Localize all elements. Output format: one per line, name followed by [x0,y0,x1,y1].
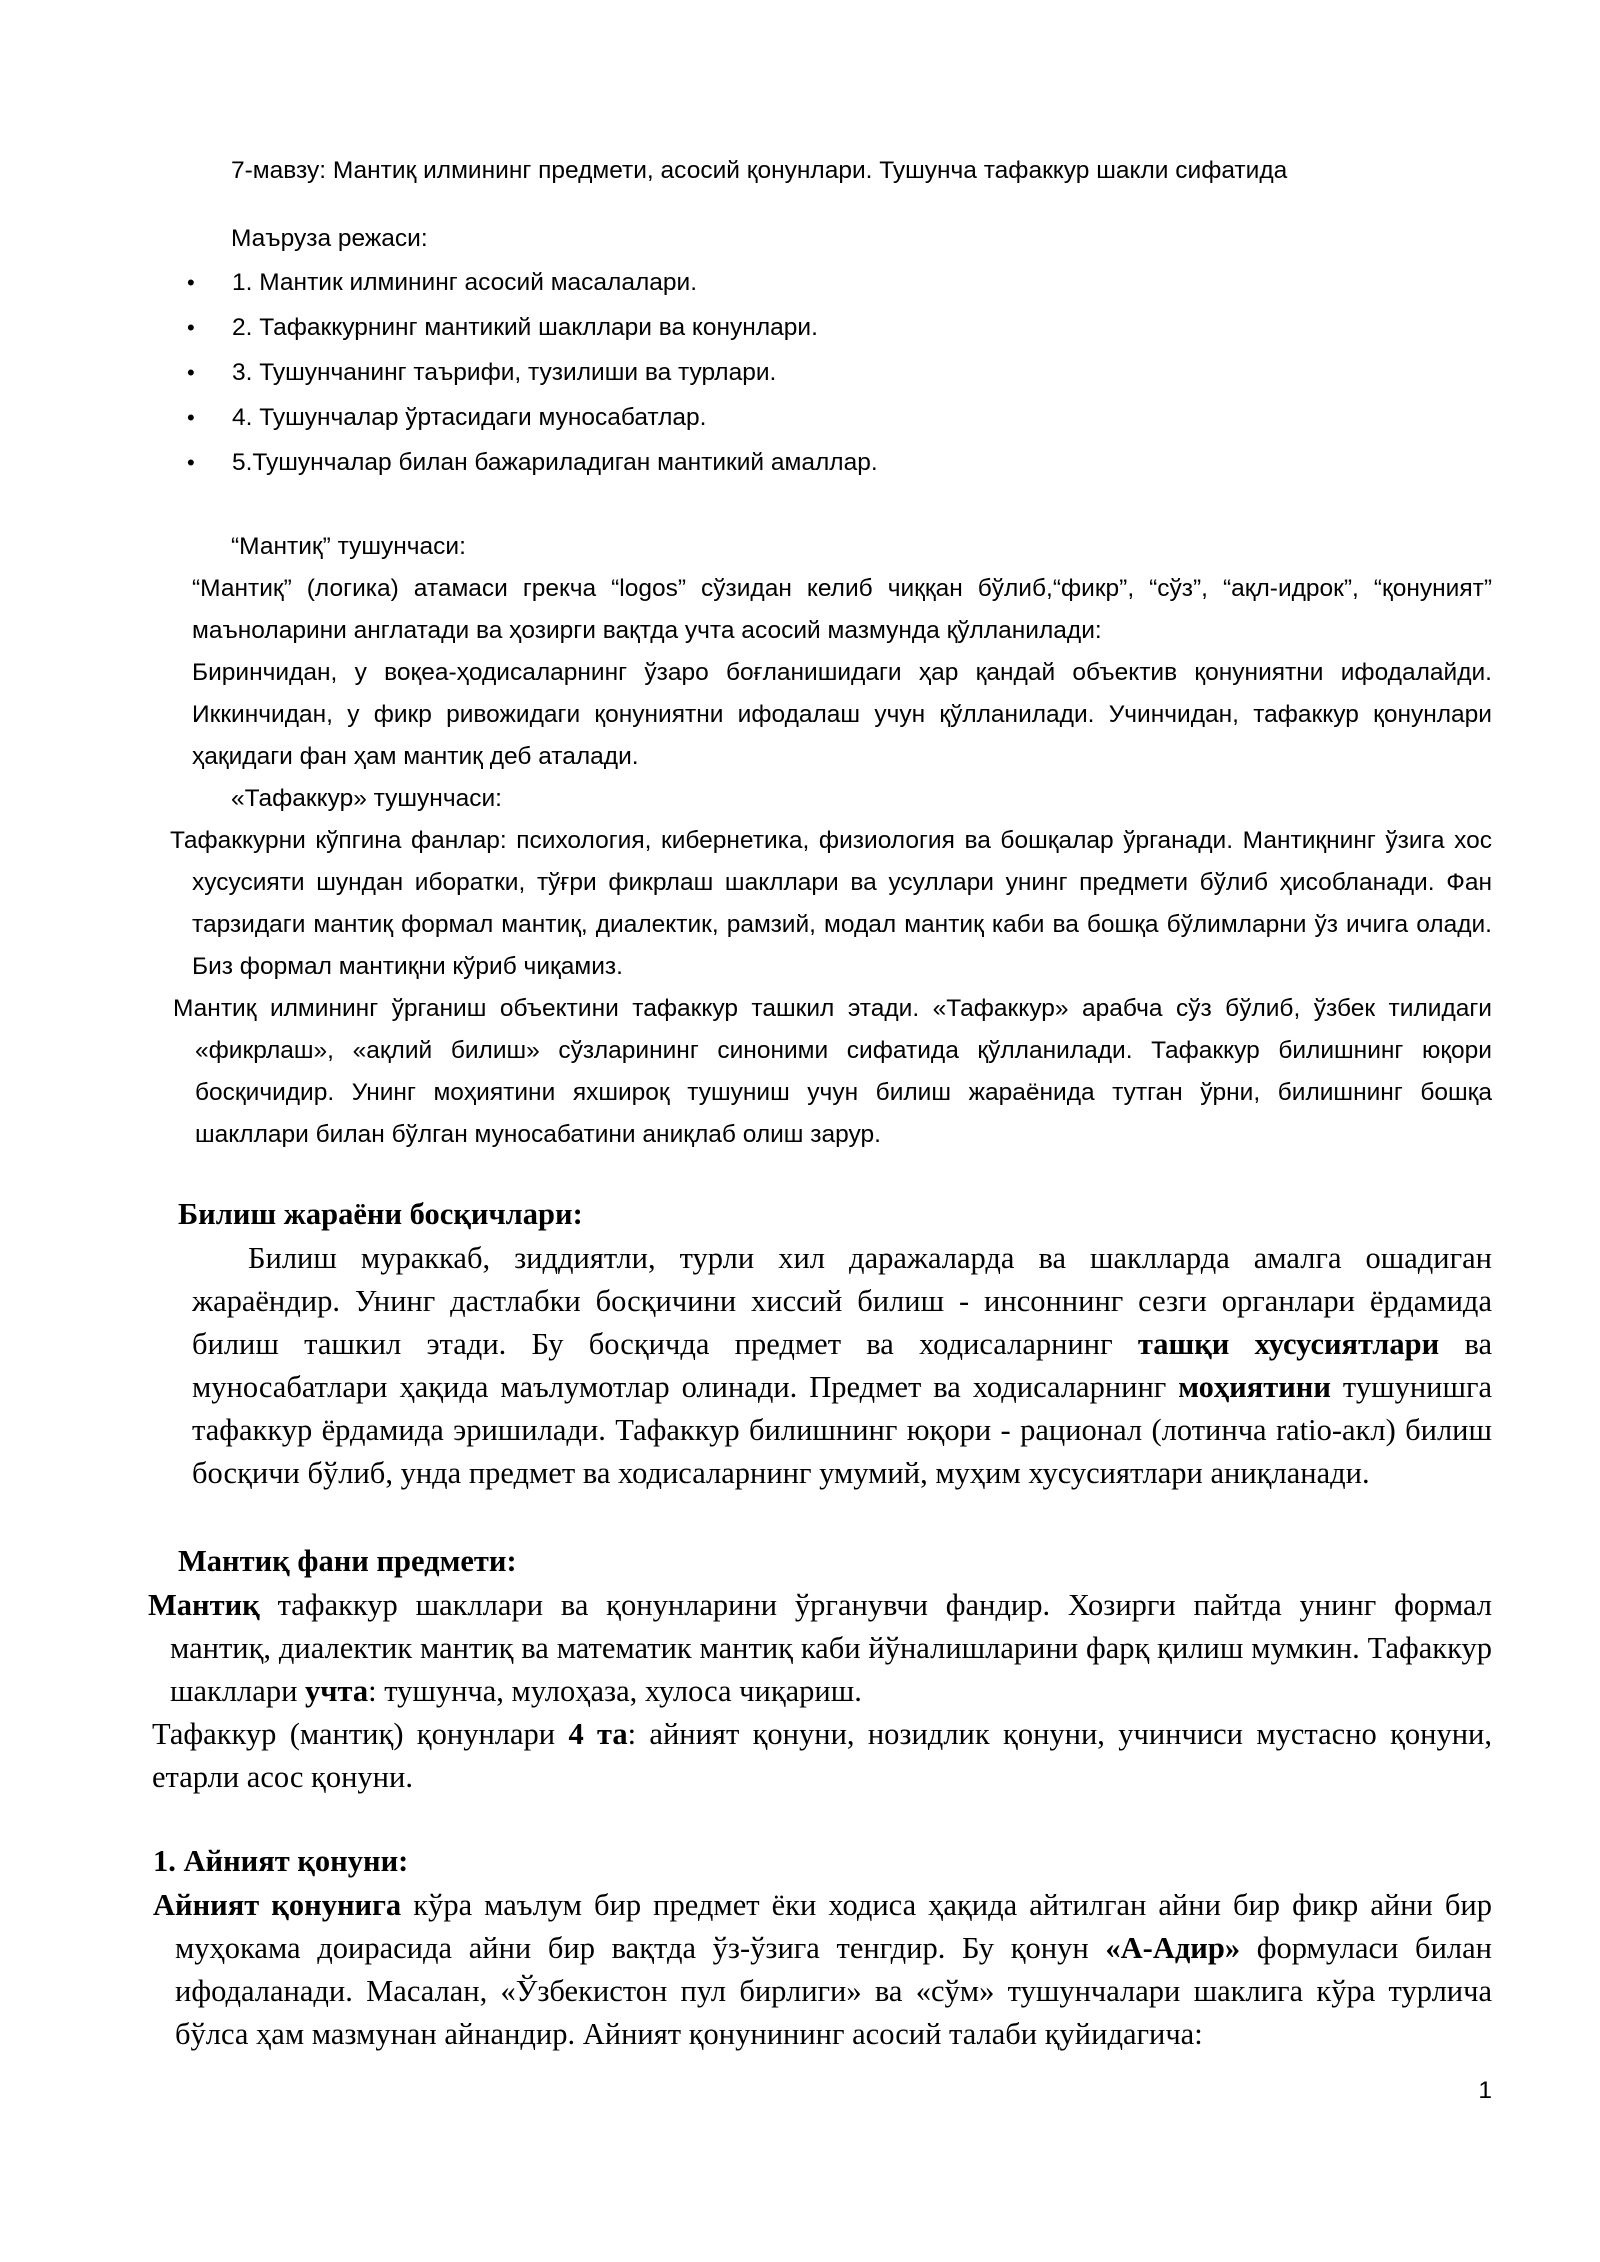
identity-law-heading [153,1840,408,1883]
mantiq-concept-paragraph: “Мантиқ” (логика) атамаси грекча “logos” сўзидан келиб чиққан бўлиб,“фикр”, “сўз”, “ақл-идрок”, “қонуният” маъноларини англатади ва ҳозирги вақтда учта асосий мазмунда қўлланилади: [192,575,1492,644]
bullet-icon: • [187,270,195,295]
lecture-title: 7-мавзу: Мантиқ илмининг предмети, асосий қонунлари. Тушунча тафаккур шакли сифатида [231,157,1288,184]
bold-term: ташқи хусусиятлари [1137,1327,1440,1361]
text-run: ва муносабатлари ҳақида маълумотлар олинади. Предмет ва ходисаларнинг [192,1327,1492,1404]
plan-item [187,307,878,352]
tafakkur-concept-paragraph: Тафаккурни кўпгина фанлар: психология, кибернетика, физиология ва бошқалар ўрганади. Мантиқнинг ўзига хос хусусияти шундан иборатки, тўғри фикрлаш шакллари ва усуллари унинг предмети бўлиб ҳисобланади. Фан тарзидаги мантиқ формал мантиқ, диалектик, рамзий, модал мантиқ каби ва бошқа бўлимларни ўз ичига олади. Биз формал мантиқни кўриб чиқамиз. [170,827,1492,980]
laws-paragraph [152,1713,1492,1799]
cognition-heading [178,1193,583,1236]
bold-term: учта [305,1674,369,1708]
tafakkur-concept-heading: «Тафаккур» тушунчаси: [231,785,502,812]
plan-item [187,442,878,487]
plan-item [187,352,878,397]
text-run: тушунишга тафаккур ёрдамида эришилади. Тафаккур билишнинг юқори - рационал (лотинча ratio-акл) билиш босқичи бўлиб, унда предмет ва ходисаларнинг умумий, муҳим хусусиятлари аниқланади. [192,1370,1492,1490]
text-run: Тафаккур (мантиқ) қонунлари [152,1717,569,1751]
bold-term: Айният қонунига [153,1888,402,1922]
text-run: Билиш мураккаб, зиддиятли, турли хил даражаларда ва шаклларда амалга ошадиган жараёндир. Унинг дастлабки босқичини хиссий билиш - инсоннинг сезги органлари ёрдамида билиш ташкил этади. Бу босқичда предмет ва ходисаларнинг [192,1241,1492,1361]
cognition-paragraph [192,1237,1492,1495]
bold-term: Мантиқ [148,1588,260,1622]
bold-term: 4 та [568,1717,628,1751]
subject-paragraph [148,1584,1492,1713]
plan-item-label: 1. Мантик илмининг асосий масалалари. [232,269,698,296]
text-run: кўра маълум бир предмет ёки ходиса ҳақида айтилган айни бир фикр айни бир муҳокама доирасида айни бир вақтда ўз-ўзига тенгдир. Бу қонун [175,1888,1492,1965]
mantiq-concept-heading: “Мантиқ” тушунчаси: [231,533,466,560]
text-run: тафаккур шакллари ва қонунларини ўрганувчи фандир. Хозирги пайтда унинг формал мантиқ, диалектик мантиқ ва математик мантиқ каби йўналишларини фарқ қилиш мумкин. Тафаккур шакллари [170,1588,1492,1708]
plan-item-label: 2. Тафаккурнинг мантикий шакллари ва конунлари. [232,314,818,341]
bold-term: моҳиятини [1178,1370,1331,1404]
plan-item [187,262,878,307]
text-run: : тушунча, мулоҳаза, хулоса чиқариш. [368,1674,862,1708]
cognition-heading-text: Билиш жараёни босқичлари: [178,1197,583,1231]
bullet-icon: • [187,315,195,340]
plan-item-label: 4. Тушунчалар ўртасидаги муносабатлар. [232,404,707,431]
plan-heading: Маъруза режаси: [231,225,428,252]
mantiq-concept-paragraph: Биринчидан, у воқеа-ҳодисаларнинг ўзаро боғланишидаги ҳар қандай объектив қонуниятни ифодалайди. Иккинчидан, у фикр ривожидаги қонуниятни ифодалаш учун қўлланилади. Учинчидан, тафаккур қонунлари ҳақидаги фан ҳам мантиқ деб аталади. [192,659,1492,770]
bold-term: «А-Адир» [1105,1931,1241,1965]
identity-law-paragraph [153,1884,1492,2056]
subject-heading-text: Мантиқ фани предмети: [178,1544,517,1578]
subject-heading [178,1540,517,1583]
plan-item [187,397,878,442]
bullet-icon: • [187,450,195,475]
plan-list [187,262,878,487]
page-number: 1 [1478,2077,1492,2104]
tafakkur-concept-paragraph: Мантиқ илмининг ўрганиш объектини тафаккур ташкил этади. «Тафаккур» арабча сўз бўлиб, ўзбек тилидаги «фикрлаш», «ақлий билиш» сўзларининг синоними сифатида қўлланилади. Тафаккур билишнинг юқори босқичидир. Унинг моҳиятини яхшироқ тушуниш учун билиш жараёнида тутган ўрни, билишнинг бошқа шакллари билан бўлган муносабатини аниқлаб олиш зарур. [173,995,1492,1148]
bullet-icon: • [187,405,195,430]
identity-law-heading-text: 1. Айният қонуни: [153,1844,409,1878]
plan-item-label: 3. Тушунчанинг таърифи, тузилиши ва турлари. [232,359,777,386]
text-run: формуласи билан ифодаланади. Масалан, «Ўзбекистон пул бирлиги» ва «сўм» тушунчалари шаклига кўра турлича бўлса ҳам мазмунан айнандир. Айният қонунининг асосий талаби қуйидагича: [175,1931,1492,2051]
bullet-icon: • [187,360,195,385]
text-run: : айният қонуни, нозидлик қонуни, учинчиси мустасно қонуни, етарли асос қонуни. [152,1717,1492,1794]
plan-item-label: 5.Тушунчалар билан бажариладиган мантикий амаллар. [232,449,878,476]
